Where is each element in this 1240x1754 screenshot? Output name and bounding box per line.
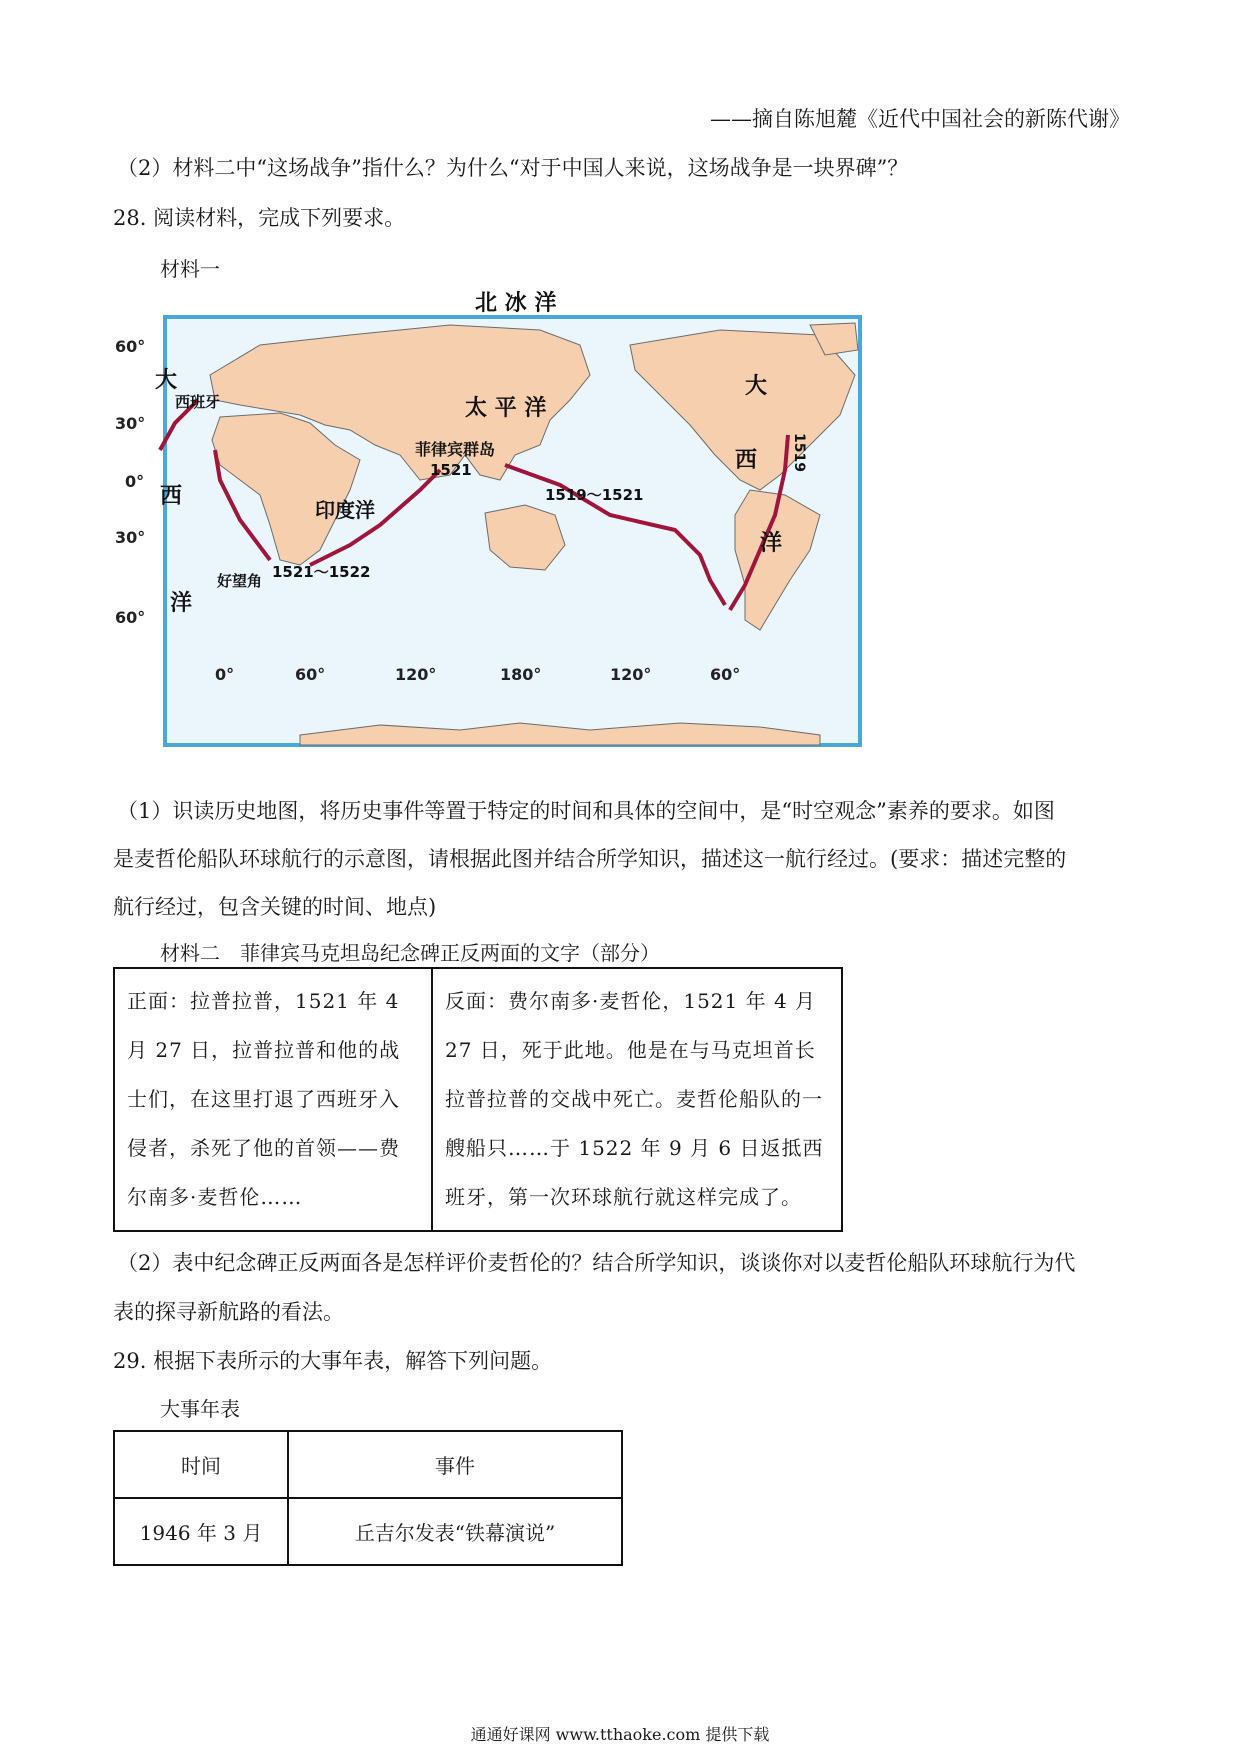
events-table-cell: 丘吉尔发表“铁幕演说”: [288, 1498, 622, 1565]
events-table-title: 大事年表: [160, 1397, 240, 1421]
lon-label: 60°: [295, 665, 326, 684]
lat-label: 0°: [125, 472, 145, 491]
question-28-1-line-1: （1）识读历史地图，将历史事件等置于特定的时间和具体的空间中，是“时空观念”素养的要求。如图: [117, 799, 1055, 823]
question-28-1-line-3: 航行经过，包含关键的时间、地点): [113, 895, 437, 919]
magellan-route-map: [115, 291, 910, 760]
arctic-ocean-label: 北 冰 洋: [475, 291, 557, 316]
monument-back-text: 反面：费尔南多·麦哲伦，1521 年 4 月 27 日，死于此地。他是在与马克坦首长拉普拉普的交战中死亡。麦哲伦船队的一艘船只……于 1522 年 9 月 6 日返抵西班牙，第一次环球航行就这样完成了。: [432, 968, 842, 1231]
date-label: 1521: [430, 461, 472, 479]
philippines-label: 菲律宾群岛: [415, 440, 496, 459]
lon-label: 120°: [610, 665, 652, 684]
source-citation: ——摘自陈旭麓《近代中国社会的新陈代谢》: [710, 107, 1130, 131]
atlantic-left-char: 洋: [170, 591, 193, 616]
monument-front-text: 正面：拉普拉普，1521 年 4 月 27 日，拉普拉普和他的战士们，在这里打退了西班牙入侵者，杀死了他的首领——费尔南多·麦哲伦……: [114, 968, 432, 1231]
events-table-header: 事件: [288, 1431, 622, 1498]
lon-label: 0°: [215, 665, 235, 684]
lon-label: 180°: [500, 665, 542, 684]
date-label: 1521～1522: [272, 563, 371, 581]
indian-ocean-label: 印度洋: [315, 498, 375, 522]
page-footer: 通通好课网 www.tthaoke.com 提供下载: [470, 1725, 770, 1744]
lat-label: 30°: [115, 414, 146, 433]
events-table: [113, 1430, 623, 1566]
lon-label: 120°: [395, 665, 437, 684]
atlantic-right-char: 大: [745, 374, 768, 399]
events-table-cell: 1946 年 3 月: [114, 1498, 288, 1565]
events-table-header: 时间: [114, 1431, 288, 1498]
cape-label: 好望角: [217, 572, 263, 590]
atlantic-left-char: 西: [160, 484, 183, 509]
date-label: 1519～1521: [545, 486, 644, 504]
spain-label: 西班牙: [175, 393, 221, 411]
monument-text-table: [113, 967, 843, 1232]
pacific-ocean-label: 太 平 洋: [465, 396, 547, 421]
atlantic-right-char: 西: [735, 448, 758, 473]
lat-label: 60°: [115, 608, 146, 627]
question-28-title: 28. 阅读材料，完成下列要求。: [113, 206, 406, 230]
question-28-1-line-2: 是麦哲伦船队环球航行的示意图，请根据此图并结合所学知识，描述这一航行经过。(要求：描述完整的: [113, 847, 1067, 871]
question-28-2-line-2: 表的探寻新航路的看法。: [113, 1300, 344, 1324]
lat-label: 30°: [115, 528, 146, 547]
question-28-2-line-1: （2）表中纪念碑正反两面各是怎样评价麦哲伦的？结合所学知识，谈谈你对以麦哲伦船队环球航行为代: [117, 1251, 1076, 1275]
material-1-label: 材料一: [160, 257, 220, 281]
date-label: 1519: [791, 433, 807, 472]
atlantic-right-char: 洋: [760, 531, 783, 556]
lat-label: 60°: [115, 337, 146, 356]
question-29-title: 29. 根据下表所示的大事年表，解答下列问题。: [113, 1349, 553, 1373]
lon-label: 60°: [710, 665, 741, 684]
question-27-2: （2）材料二中“这场战争”指什么？为什么“对于中国人来说，这场战争是一块界碑”？: [117, 156, 909, 180]
material-2-label: 材料二 菲律宾马克坦岛纪念碑正反两面的文字（部分）: [160, 941, 660, 965]
atlantic-left-char: 大: [155, 368, 178, 393]
